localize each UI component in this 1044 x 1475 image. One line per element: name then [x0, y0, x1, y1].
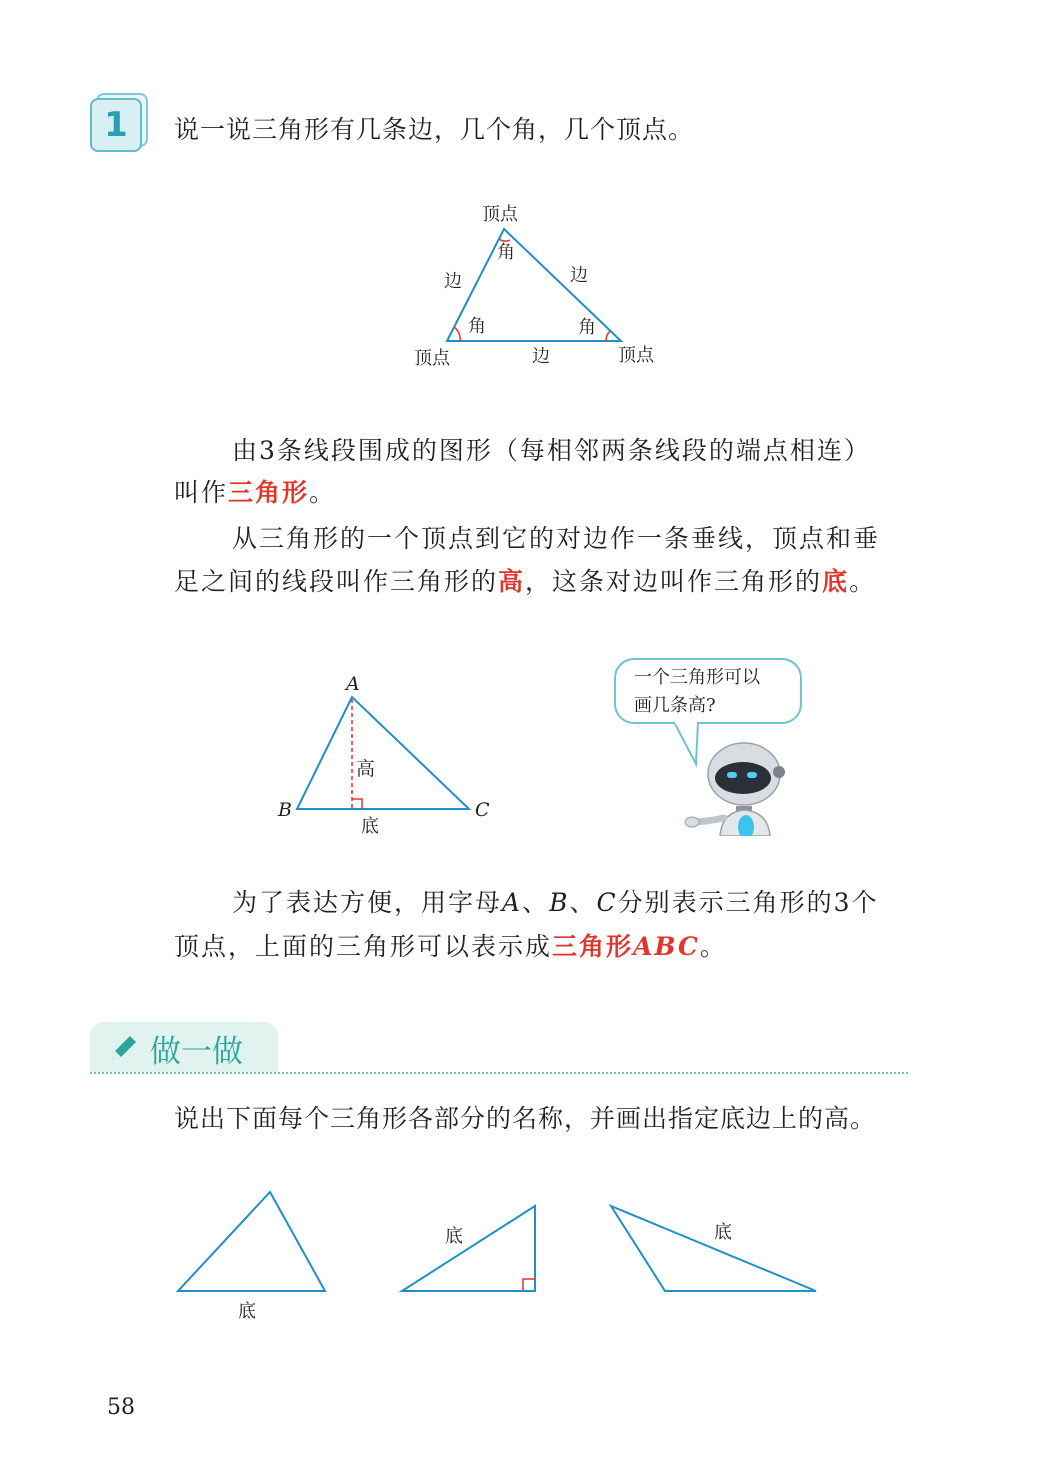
speech-bubble: [614, 658, 802, 724]
notation-line-1: [232, 882, 879, 924]
vertex-label-top: 顶点: [482, 204, 518, 225]
angle-label-left: 角: [468, 316, 486, 337]
term-height: 高: [498, 567, 526, 596]
notation-text-c: 顶点，上面的三角形可以表示成: [174, 932, 553, 961]
practice-right-angle-mark: [523, 1279, 535, 1291]
practice-title: 做一做: [150, 1034, 243, 1070]
angle-arc-right: [606, 331, 610, 341]
notation-line-2: [174, 926, 727, 968]
triangle-parts-figure: [400, 195, 680, 375]
definition-line-2: [174, 472, 336, 514]
height-def-suffix: 。: [849, 567, 877, 596]
vertex-label-left: 顶点: [414, 348, 450, 369]
angle-label-top: 角: [497, 242, 515, 263]
practice-base-label-1: 底: [238, 1301, 256, 1322]
definition-prefix: 叫作: [174, 478, 229, 507]
notation-text-a: 为了表达方便，用字母: [232, 888, 503, 917]
notation-text-b: 分别表示三角形的3个: [617, 888, 879, 917]
height-def-mid: ，这条对边叫作三角形的: [525, 567, 823, 596]
notation-sep-2: 、: [569, 888, 597, 917]
section-question: 说一说三角形有几条边，几个角，几个顶点。: [174, 115, 695, 144]
term-triangle: 三角形: [228, 478, 310, 507]
side-label-right: 边: [570, 265, 588, 286]
pencil-icon: [108, 1032, 140, 1064]
term-base: 底: [822, 567, 850, 596]
practice-triangle-1: [178, 1192, 325, 1291]
definition-suffix: 。: [309, 478, 337, 507]
letter-c: C: [596, 888, 618, 917]
vertex-c-label: C: [475, 799, 490, 821]
triangle-abc-figure: [270, 670, 510, 840]
robot-illustration: [684, 730, 788, 836]
vertex-b-label: B: [278, 799, 292, 821]
section-number: 1: [90, 98, 142, 152]
practice-triangle-2: [402, 1206, 535, 1291]
speech-bubble-line-2: 画几条高?: [634, 695, 716, 716]
letter-a: A: [502, 888, 523, 917]
practice-instruction: 说出下面每个三角形各部分的名称，并画出指定底边上的高。: [174, 1104, 877, 1133]
base-label: 底: [361, 816, 379, 837]
height-def-prefix: 足之间的线段叫作三角形的: [174, 567, 499, 596]
side-label-left: 边: [444, 271, 462, 292]
height-def-line-2: [174, 561, 876, 603]
angle-arc-left: [454, 327, 460, 341]
practice-divider: [90, 1072, 908, 1074]
vertex-label-right: 顶点: [618, 345, 654, 366]
triangle-abc-outline: [297, 697, 469, 809]
term-abc: ABC: [633, 932, 700, 961]
practice-base-label-2: 底: [445, 1226, 463, 1247]
height-def-line-1: 从三角形的一个顶点到它的对边作一条垂线，顶点和垂: [232, 524, 881, 553]
practice-triangle-3: [611, 1206, 816, 1291]
angle-label-right: 角: [578, 317, 596, 338]
practice-triangles: [170, 1185, 830, 1325]
notation-sep-1: 、: [522, 888, 550, 917]
definition-line-1: 由3条线段围成的图形（每相邻两条线段的端点相连）: [232, 436, 871, 465]
side-label-bottom: 边: [532, 346, 550, 367]
page-number: 58: [107, 1395, 135, 1420]
letter-b: B: [549, 888, 570, 917]
practice-base-label-3: 底: [714, 1222, 732, 1243]
section-number-badge: [90, 93, 146, 149]
speech-bubble-line-1: 一个三角形可以: [634, 667, 760, 688]
term-triangle-abc: 三角形: [552, 932, 634, 961]
height-label: 高: [356, 758, 376, 780]
right-angle-mark: [352, 799, 362, 809]
angle-arc-top: [499, 239, 510, 241]
notation-suffix: 。: [699, 932, 727, 961]
vertex-a-label: A: [346, 673, 360, 695]
